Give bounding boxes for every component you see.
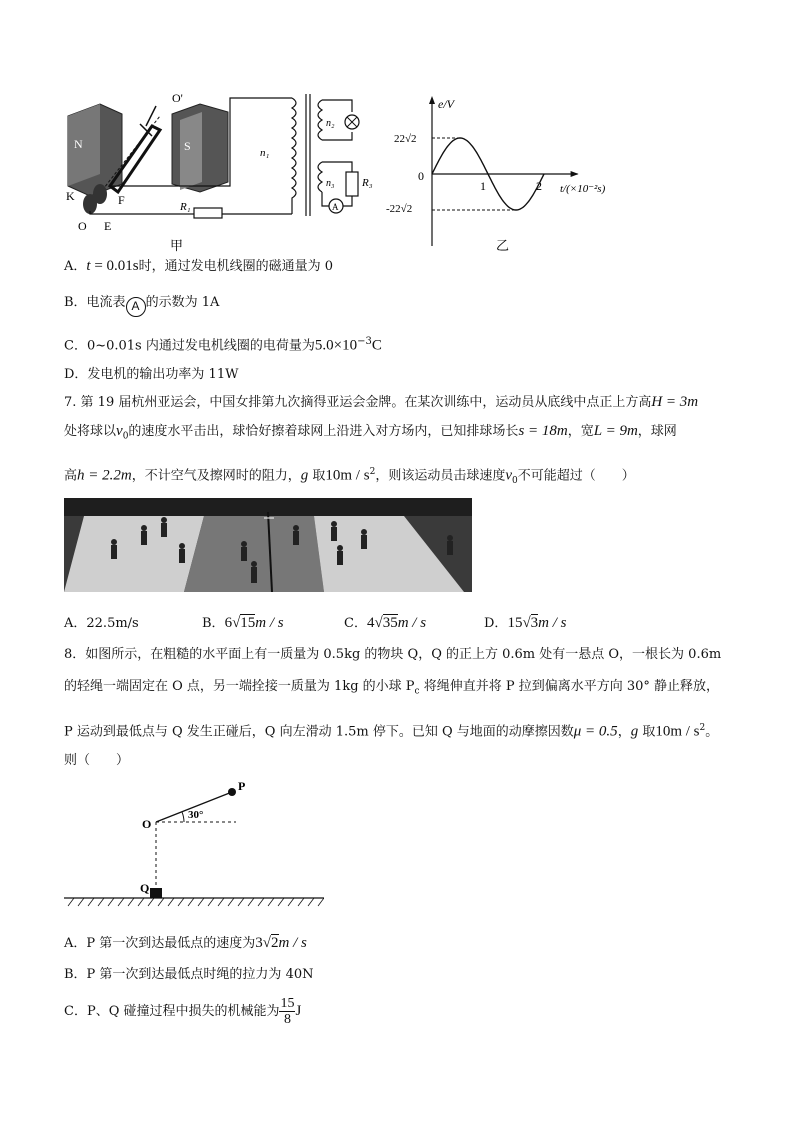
label-O-prime: O' <box>172 91 183 105</box>
label-ammeter: A <box>332 202 339 212</box>
chart-ylabel: e/V <box>438 97 454 111</box>
x-tick-1: 1 <box>480 179 486 193</box>
q8-option-b: B．P 第一次到达最低点时绳的拉力为 40N <box>64 967 314 982</box>
pendulum-label-P: P <box>238 779 246 793</box>
volleyball-court-photo <box>64 498 472 592</box>
fraction-15-8: $\frac{15}{8}$ <box>280 996 295 1027</box>
q6-option-c: C．0~0.01s 内通过发电机线圈的电荷量为$5.0\times 10^{-3}C$ <box>64 336 382 354</box>
q8-line-2: 的轻绳一端固定在 O 点，另一端拴接一质量为 1kg 的小球 $P_c$ 将绳伸直并将 P 拉到偏离水平方向 30° 静止释放， <box>64 679 720 697</box>
figure-jia-generator <box>60 86 390 256</box>
pendulum-label-O: O <box>142 817 152 831</box>
q6-option-b: B．电流表 A 的示数为 1A <box>64 294 219 317</box>
q7-option-b: B．6√15m / s <box>202 615 284 631</box>
q8-option-c: C．P、Q 碰撞过程中损失的机械能为 $\frac{15}{8}$ J <box>64 996 302 1027</box>
label-S: S <box>184 139 191 153</box>
q7-option-a: A．22.5m/s <box>64 616 139 631</box>
y-axis-arrow <box>429 96 435 104</box>
y-tick-bottom: -22√2 <box>386 203 413 215</box>
chart-xlabel: t/(×10⁻²s) <box>560 183 606 195</box>
pendulum-label-angle: 30° <box>188 809 204 821</box>
pendulum-label-Q: Q <box>140 881 150 895</box>
q6-option-a: A．t = 0.01s时，通过发电机线圈的磁通量为 0 <box>64 258 334 274</box>
figure-pendulum <box>64 778 324 908</box>
caption-jia: 甲 <box>170 238 184 253</box>
label-F: F <box>118 193 125 207</box>
label-n1: n₁ <box>260 147 270 159</box>
label-K: K <box>66 189 75 203</box>
q8-line-3: P 运动到最低点与 Q 发生正碰后，Q 向左滑动 1.5m 停下。已知 Q 与地面的动摩擦因数μ = 0.5，g 取$10m / s^2$。 <box>64 723 719 740</box>
q8-line-1: 8．如图所示，在粗糙的水平面上有一质量为 0.5kg 的物块 Q，Q 的正上方 0.6m 处有一悬点 O，一根长为 0.6m <box>64 647 722 662</box>
label-N: N <box>74 137 83 151</box>
figure-yi-chart <box>380 90 630 256</box>
label-R3: R₃ <box>362 177 373 189</box>
q7-option-c: C．4√35m / s <box>344 615 427 631</box>
q7-option-d: D．15√3m / s <box>484 615 567 631</box>
label-E: E <box>104 219 112 233</box>
q7-line-3: 高h = 2.2m，不计空气及擦网时的阻力，g 取$10m / s^2$，则该运动员击球速度$v_0$不可能超过（ ） <box>64 467 635 486</box>
label-n3: n₃ <box>326 178 335 189</box>
ammeter-icon: A <box>126 297 146 317</box>
label-n2: n₂ <box>326 118 335 129</box>
y-tick-top: 22√2 <box>394 133 417 145</box>
x-tick-0: 0 <box>418 169 424 183</box>
q6-option-d: D．发电机的输出功率为 11W <box>64 367 239 382</box>
q8-line-4: 则（ ） <box>64 753 130 768</box>
label-R1: R₁ <box>180 201 191 213</box>
q7-line-1: 7. 第 19 届杭州亚运会，中国女排第九次摘得亚运会金牌。在某次训练中，运动员从底线中点正上方高H = 3m <box>64 394 699 410</box>
x-axis-arrow <box>571 171 579 177</box>
caption-yi: 乙 <box>496 238 510 253</box>
label-O: O <box>78 219 87 233</box>
q7-line-2: 处将球以$v_0$的速度水平击出，球恰好擦着球网上沿进入对方场内，已知排球场长s = 18m，宽L = 9m，球网 <box>64 423 677 442</box>
x-tick-2: 2 <box>536 179 542 193</box>
q8-option-a: A．P 第一次到达最低点的速度为3√2m / s <box>64 935 307 951</box>
